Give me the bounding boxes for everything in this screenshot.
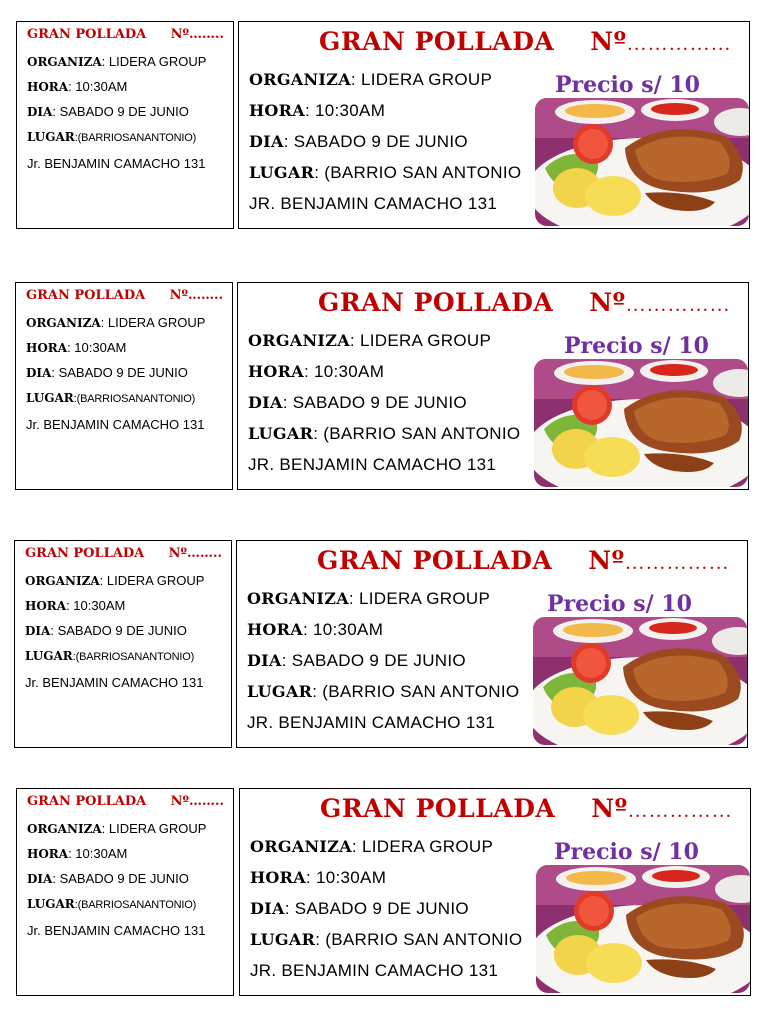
ticket-title: GRAN POLLADA: [318, 288, 554, 317]
ticket-title-line: [319, 27, 732, 56]
ticket-number-dots: ……………: [627, 800, 733, 822]
stub-header: [25, 546, 222, 561]
price-label: Precio s/ 10: [564, 333, 709, 359]
price-label: Precio s/ 10: [554, 839, 699, 865]
stub-number-label: Nº……..: [170, 794, 224, 809]
ticket-lugar: LUGAR: (BARRIO SAN ANTONIO: [250, 930, 523, 949]
stub-dia: DIA: SABADO 9 DE JUNIO: [27, 104, 189, 119]
ticket-number-label: Nº: [588, 546, 625, 575]
ticket-number-label: Nº: [591, 794, 628, 823]
stub-dia: DIA: SABADO 9 DE JUNIO: [27, 871, 189, 886]
stub-number-label: Nº……..: [168, 546, 222, 561]
ticket-row: [0, 540, 768, 750]
pollada-dish-image: [535, 98, 749, 226]
stub-address: Jr. BENJAMIN CAMACHO 131: [25, 675, 204, 690]
pollada-dish-image: [536, 865, 750, 993]
ticket-row: [0, 282, 768, 492]
ticket-title: GRAN POLLADA: [319, 27, 555, 56]
stub-number-label: Nº……..: [170, 27, 224, 42]
pollada-dish-image: [534, 359, 748, 487]
ticket-dia: DIA: SABADO 9 DE JUNIO: [250, 899, 469, 918]
stub-organiza: ORGANIZA: LIDERA GROUP: [27, 821, 207, 836]
stub-title: GRAN POLLADA: [26, 288, 146, 303]
stub-header: [27, 794, 224, 809]
pollada-dish-image: [533, 617, 747, 745]
ticket-main: [238, 21, 750, 229]
ticket-details: [248, 331, 520, 486]
ticket-address: JR. BENJAMIN CAMACHO 131: [248, 455, 497, 474]
stub-header: [26, 288, 223, 303]
ticket-hora: HORA: 10:30AM: [248, 362, 385, 381]
stub-hora: HORA: 10:30AM: [27, 79, 128, 94]
ticket-lugar: LUGAR: (BARRIO SAN ANTONIO: [248, 424, 521, 443]
ticket-organiza: ORGANIZA: LIDERA GROUP: [249, 70, 493, 89]
stub-hora: HORA: 10:30AM: [27, 846, 128, 861]
ticket-details: [250, 837, 522, 992]
ticket-dia: DIA: SABADO 9 DE JUNIO: [249, 132, 468, 151]
ticket-title-line: [318, 288, 731, 317]
price-label: Precio s/ 10: [547, 591, 692, 617]
ticket-dia: DIA: SABADO 9 DE JUNIO: [248, 393, 467, 412]
stub-address: Jr. BENJAMIN CAMACHO 131: [27, 923, 206, 938]
price-label: Precio s/ 10: [555, 72, 700, 98]
stub-title: GRAN POLLADA: [27, 27, 147, 42]
ticket-row: [0, 21, 768, 231]
ticket-lugar: LUGAR: (BARRIO SAN ANTONIO: [247, 682, 520, 701]
ticket-title: GRAN POLLADA: [317, 546, 553, 575]
ticket-lugar: LUGAR: (BARRIO SAN ANTONIO: [249, 163, 522, 182]
ticket-number-dots: ……………: [626, 33, 732, 55]
ticket-number-dots: ……………: [625, 294, 731, 316]
ticket-stub: [15, 282, 233, 490]
ticket-title-line: [320, 794, 733, 823]
ticket-hora: HORA: 10:30AM: [247, 620, 384, 639]
ticket-organiza: ORGANIZA: LIDERA GROUP: [248, 331, 492, 350]
ticket-address: JR. BENJAMIN CAMACHO 131: [247, 713, 496, 732]
stub-title: GRAN POLLADA: [25, 546, 145, 561]
stub-lugar: LUGAR:(BARRIOSANANTONIO): [26, 391, 196, 405]
ticket-row: [0, 788, 768, 998]
stub-hora: HORA: 10:30AM: [26, 340, 127, 355]
stub-organiza: ORGANIZA: LIDERA GROUP: [26, 315, 206, 330]
stub-dia: DIA: SABADO 9 DE JUNIO: [26, 365, 188, 380]
ticket-organiza: ORGANIZA: LIDERA GROUP: [247, 589, 491, 608]
ticket-main: [237, 282, 749, 490]
ticket-dia: DIA: SABADO 9 DE JUNIO: [247, 651, 466, 670]
stub-title: GRAN POLLADA: [27, 794, 147, 809]
stub-lugar: LUGAR:(BARRIOSANANTONIO): [25, 649, 195, 663]
stub-lugar: LUGAR:(BARRIOSANANTONIO): [27, 897, 197, 911]
ticket-main: [239, 788, 751, 996]
ticket-hora: HORA: 10:30AM: [250, 868, 387, 887]
ticket-details: [247, 589, 519, 744]
ticket-details: [249, 70, 521, 225]
ticket-address: JR. BENJAMIN CAMACHO 131: [250, 961, 499, 980]
stub-hora: HORA: 10:30AM: [25, 598, 126, 613]
ticket-main: [236, 540, 748, 748]
ticket-number-label: Nº: [589, 288, 626, 317]
ticket-title: GRAN POLLADA: [320, 794, 556, 823]
ticket-stub: [14, 540, 232, 748]
ticket-title-line: [317, 546, 730, 575]
ticket-number-dots: ……………: [624, 552, 730, 574]
ticket-stub: [16, 21, 234, 229]
stub-address: Jr. BENJAMIN CAMACHO 131: [26, 417, 205, 432]
stub-organiza: ORGANIZA: LIDERA GROUP: [27, 54, 207, 69]
ticket-address: JR. BENJAMIN CAMACHO 131: [249, 194, 498, 213]
ticket-number-label: Nº: [590, 27, 627, 56]
stub-address: Jr. BENJAMIN CAMACHO 131: [27, 156, 206, 171]
stub-organiza: ORGANIZA: LIDERA GROUP: [25, 573, 205, 588]
ticket-hora: HORA: 10:30AM: [249, 101, 386, 120]
ticket-stub: [16, 788, 234, 996]
stub-header: [27, 27, 224, 42]
ticket-organiza: ORGANIZA: LIDERA GROUP: [250, 837, 494, 856]
stub-number-label: Nº……..: [169, 288, 223, 303]
stub-lugar: LUGAR:(BARRIOSANANTONIO): [27, 130, 197, 144]
stub-dia: DIA: SABADO 9 DE JUNIO: [25, 623, 187, 638]
